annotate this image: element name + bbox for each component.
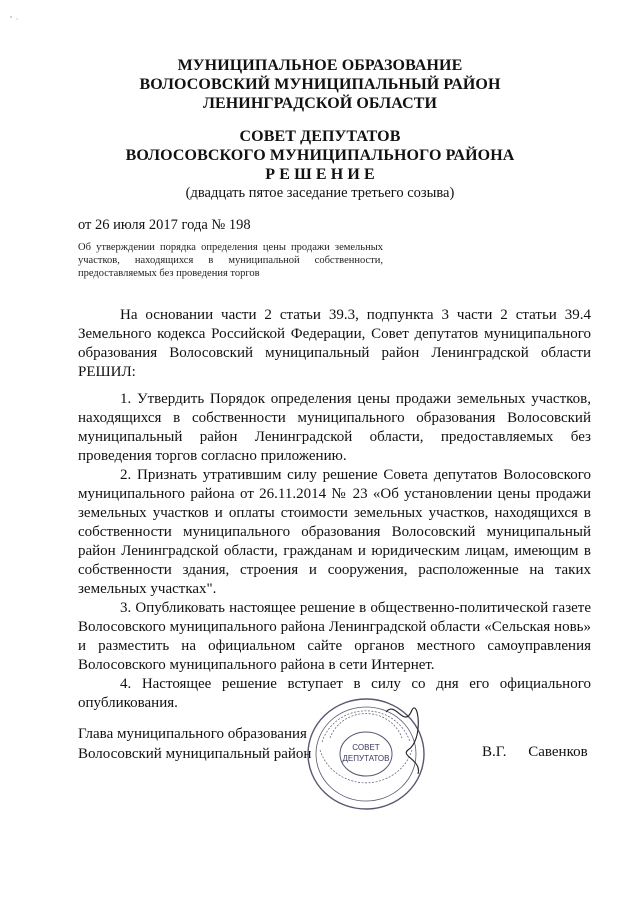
official-seal-stamp — [300, 690, 430, 820]
decision-subject — [78, 241, 383, 280]
signatory-title-1: Глава муниципального образования — [78, 726, 307, 742]
subject-line: Об утверждении порядка определения цены продажи земельных — [78, 242, 383, 253]
subject-line: предоставляемых без проведения торгов — [78, 268, 260, 279]
preamble — [78, 306, 591, 382]
council-district: ВОЛОСОВСКОГО МУНИЦИПАЛЬНОГО РАЙОНА — [125, 147, 515, 164]
preamble-text: На основании части 2 статьи 39.3, подпункта 3 части 2 статьи 39.4 Земельного кодекса Российской Федерации, Совет депутатов муниципального образования Волосовский муниципальный район Ленинградской области РЕШИЛ: — [78, 307, 591, 380]
header-district: ВОЛОСОВСКИЙ МУНИЦИПАЛЬНЫЙ РАЙОН — [139, 76, 501, 93]
decision-items — [78, 390, 591, 713]
header-region: ЛЕНИНГРАДСКОЙ ОБЛАСТИ — [202, 95, 438, 112]
document-type: Р Е Ш Е Н И Е — [265, 166, 375, 183]
item-3: 3. Опубликовать настоящее решение в общественно-политической газете Волосовского муниципального района Ленинградской области «Сельская новь» и разместить на официальном сайте органов местного самоуправления Волосовского муниципального района в сети Интернет. — [78, 600, 591, 673]
decision-date-number: от 26 июля 2017 года № 198 — [78, 217, 251, 233]
subject-line: участков, находящихся в муниципальной собственности, — [78, 255, 383, 266]
handwritten-signature — [386, 708, 418, 774]
scan-speck — [8, 10, 22, 28]
signatory-title-2: Волосовский муниципальный район — [78, 746, 312, 762]
signatory-name: В.Г. Савенков — [482, 744, 588, 760]
session-info: (двадцать пятое заседание третьего созыва) — [185, 185, 455, 201]
item-4: 4. Настоящее решение вступает в силу со дня его официального опубликования. — [78, 676, 591, 711]
item-1: 1. Утвердить Порядок определения цены продажи земельных участков, находящихся в собственности муниципального образования Волосовский муниципальный район Ленинградской области, предоставляемых без проведения торгов согласно приложению. — [78, 391, 591, 464]
stamp-text: ДЕПУТАТОВ — [342, 754, 390, 763]
header-municipality: МУНИЦИПАЛЬНОЕ ОБРАЗОВАНИЕ — [177, 57, 463, 74]
council-title: СОВЕТ ДЕПУТАТОВ — [239, 128, 401, 145]
item-2: 2. Признать утратившим силу решение Совета депутатов Волосовского муниципального района от 26.11.2014 № 23 «Об установлении цены продажи земельных участков и оплаты стоимости земельных участков, находящихся в собственности муниципального образования Волосовский муниципальный район Ленинградской области, гражданам и юридическим лицам, имеющим в собственности здания, строения и сооружения, расположенные на таких земельных участках". — [78, 467, 591, 597]
stamp-text: СОВЕТ — [352, 743, 380, 752]
